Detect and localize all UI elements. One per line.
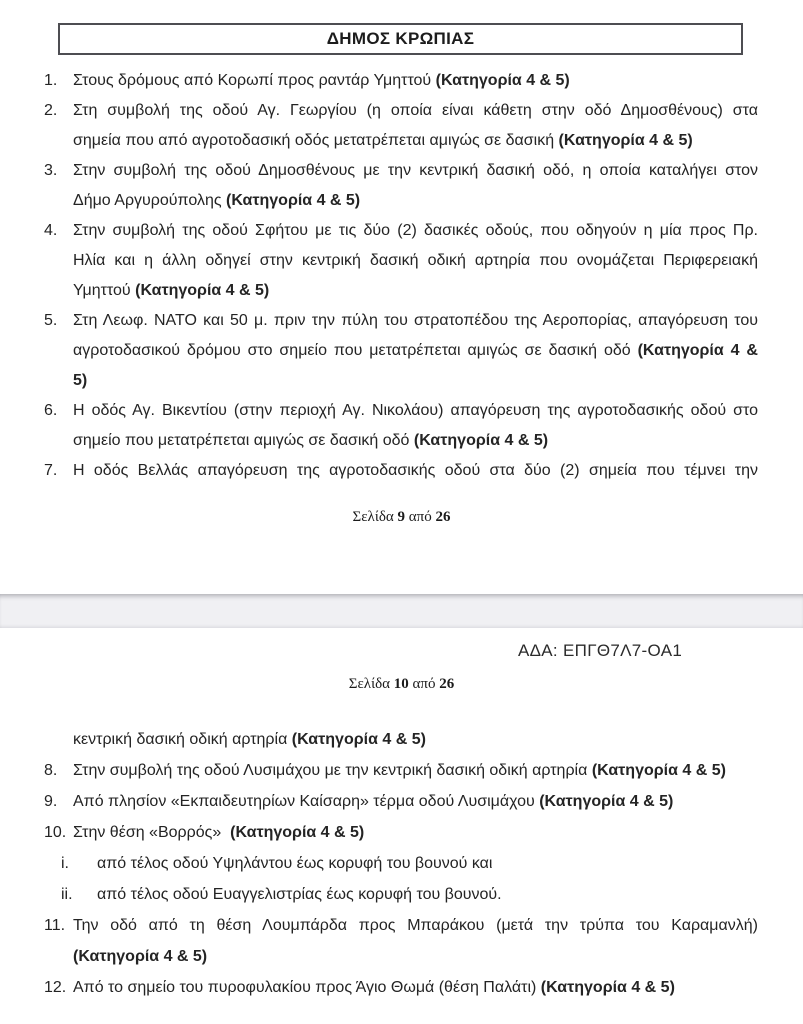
item-line (73, 755, 758, 786)
item-line (73, 186, 758, 216)
line-text: από τέλος οδού Υψηλάντου έως κορυφή του βουνού και (97, 855, 493, 872)
list-item-8 (44, 755, 758, 786)
item-text (73, 456, 758, 486)
list-item-6 (44, 396, 758, 456)
item-line (73, 156, 758, 186)
category-label: (Κατηγορία 4 & 5) (558, 132, 693, 149)
list-item-12 (44, 972, 758, 1003)
item-text (73, 156, 758, 216)
item-text (73, 306, 758, 396)
footer-label: Σελίδα (352, 509, 394, 525)
list-item-9 (44, 786, 758, 817)
category-label: 5) (73, 372, 88, 389)
page-footer-10 (0, 675, 803, 693)
item-line (73, 66, 758, 96)
item-text (73, 724, 758, 755)
line-text: σημεία που από αγροτοδασική οδός μετατρέπεται αμιγώς σε δασική (73, 132, 559, 149)
category-label: (Κατηγορία 4 & 5) (413, 432, 549, 449)
road-list-page9 (44, 66, 758, 486)
category-label: (Κατηγορία 4 & 5) (226, 192, 361, 209)
item-line (73, 456, 758, 486)
list-item-7-continuation (44, 724, 758, 755)
footer-page-number: 9 (397, 509, 406, 525)
item-text (73, 216, 758, 306)
footer-page-number: 10 (393, 676, 409, 692)
item-line (73, 910, 758, 941)
sub-list-item-i (61, 848, 758, 879)
subitem-number: ii. (61, 886, 73, 903)
footer-total-pages: 26 (439, 676, 455, 692)
footer-total-pages: 26 (435, 509, 451, 525)
item-line (73, 396, 758, 426)
list-item-10 (44, 817, 758, 848)
item-text (73, 96, 758, 156)
item-number: 2. (44, 102, 58, 119)
category-label: (Κατηγορία 4 & 5) (73, 948, 208, 965)
page-footer-9 (0, 508, 803, 526)
sub-list-item-ii (61, 879, 758, 910)
category-label: (Κατηγορία 4 & (637, 342, 758, 359)
item-number: 7. (44, 462, 58, 479)
list-item-5 (44, 306, 758, 396)
page-separator (0, 594, 803, 628)
pdf-page-10 (0, 628, 803, 1024)
item-number: 1. (44, 72, 58, 89)
item-line (73, 817, 758, 848)
item-text (73, 817, 758, 848)
list-item-7 (44, 456, 758, 486)
category-label: (Κατηγορία 4 & 5) (540, 979, 675, 996)
item-text (97, 848, 758, 879)
subitem-number: i. (61, 855, 69, 872)
item-number: 11. (44, 917, 66, 934)
item-line (73, 426, 758, 456)
ada-reference: ΑΔΑ: ΕΠΓΘ7Λ7-ΟΑ1 (518, 641, 683, 660)
item-text (73, 66, 758, 96)
line-text: Στην θέση «Βορρός» (73, 824, 231, 841)
document-title-box (58, 23, 743, 55)
category-label: (Κατηγορία 4 & 5) (230, 824, 365, 841)
line-text: Από πλησίον «Εκπαιδευτηρίων Καίσαρη» τέρμα οδού Λυσιμάχου (73, 793, 540, 810)
line-text: Η οδός Βελλάς απαγόρευση της αγροτοδασικής οδού στα δύο (2) σημεία που τέμνει την (73, 462, 758, 479)
list-item-4 (44, 216, 758, 306)
item-number: 8. (44, 762, 58, 779)
item-number: 6. (44, 402, 58, 419)
item-number: 9. (44, 793, 58, 810)
item-line (73, 276, 758, 306)
line-text: Από το σημείο του πυροφυλακίου προς Άγιο Θωμά (θέση Παλάτι) (73, 979, 541, 996)
line-text: Στην συμβολή της οδού Δημοσθένους με την κεντρική δασική οδό, η οποία καταλήγει στον (73, 162, 758, 179)
category-label: (Κατηγορία 4 & 5) (591, 762, 726, 779)
item-line (73, 786, 758, 817)
item-line (73, 246, 758, 276)
list-item-11 (44, 910, 758, 972)
item-line (73, 126, 758, 156)
line-text: από τέλος οδού Ευαγγελιστρίας έως κορυφή του βουνού. (97, 886, 502, 903)
item-line (73, 366, 758, 396)
road-list-page10 (44, 724, 758, 1003)
list-item-3 (44, 156, 758, 216)
item-line (73, 336, 758, 366)
line-text: Υμηττού (73, 282, 136, 299)
item-number: 3. (44, 162, 58, 179)
line-text: Η οδός Αγ. Βικεντίου (στην περιοχή Αγ. Νικολάου) απαγόρευση της αγροτοδασικής οδού στο (73, 402, 758, 419)
item-line (73, 724, 758, 755)
item-line (97, 848, 758, 879)
line-text: Στους δρόμους από Κορωπί προς ραντάρ Υμηττού (73, 72, 436, 89)
item-text (73, 755, 758, 786)
item-text (73, 972, 758, 1003)
item-line (73, 96, 758, 126)
item-text (73, 910, 758, 972)
line-text: κεντρική δασική οδική αρτηρία (73, 731, 292, 748)
item-text (73, 786, 758, 817)
item-text (97, 879, 758, 910)
category-label: (Κατηγορία 4 & 5) (291, 731, 426, 748)
footer-label: Σελίδα (348, 676, 391, 692)
document-title: ΔΗΜΟΣ ΚΡΩΠΙΑΣ (326, 29, 475, 48)
line-text: Την οδό από τη θέση Λουμπάρδα προς Μπαράκου (μετά την τρύπα του Καραμανλή) (73, 917, 758, 934)
line-text: Στην συμβολή της οδού Σφήτου με τις δύο (2) δασικές οδούς, που οδηγούν η μία προς Πρ. (73, 222, 758, 239)
item-number: 4. (44, 222, 58, 239)
item-text (73, 396, 758, 456)
footer-separator: από (408, 509, 432, 525)
footer-separator: από (412, 676, 436, 692)
item-line (73, 972, 758, 1003)
category-label: (Κατηγορία 4 & 5) (539, 793, 674, 810)
item-line (73, 306, 758, 336)
line-text: σημείο που μετατρέπεται αμιγώς σε δασική οδό (73, 432, 414, 449)
category-label: (Κατηγορία 4 & 5) (435, 72, 570, 89)
line-text: Στη Λεωφ. ΝΑΤΟ και 50 μ. πριν την πύλη του στρατοπέδου της Αεροπορίας, απαγόρευση του (73, 312, 758, 329)
category-label: (Κατηγορία 4 & 5) (135, 282, 270, 299)
line-text: Στην συμβολή της οδού Λυσιμάχου με την κεντρική δασική οδική αρτηρία (73, 762, 592, 779)
list-item-1 (44, 66, 758, 96)
item-number: 5. (44, 312, 58, 329)
line-text: Στη συμβολή της οδού Αγ. Γεωργίου (η οποία είναι κάθετη στην οδό Δημοσθένους) στα (73, 102, 758, 119)
item-line (97, 879, 758, 910)
item-number: 12. (44, 979, 67, 996)
item-line (73, 216, 758, 246)
line-text: Δήμο Αργυρούπολης (73, 192, 226, 209)
line-text: αγροτοδασικού δρόμου στο σημείο που μετατρέπεται αμιγώς σε δασική οδό (73, 342, 638, 359)
line-text: Ηλία και η άλλη οδηγεί στην κεντρική δασική οδική αρτηρία που ονομάζεται Περιφερειακή (73, 252, 758, 269)
item-line (73, 941, 758, 972)
item-number: 10. (44, 824, 67, 841)
list-item-2 (44, 96, 758, 156)
